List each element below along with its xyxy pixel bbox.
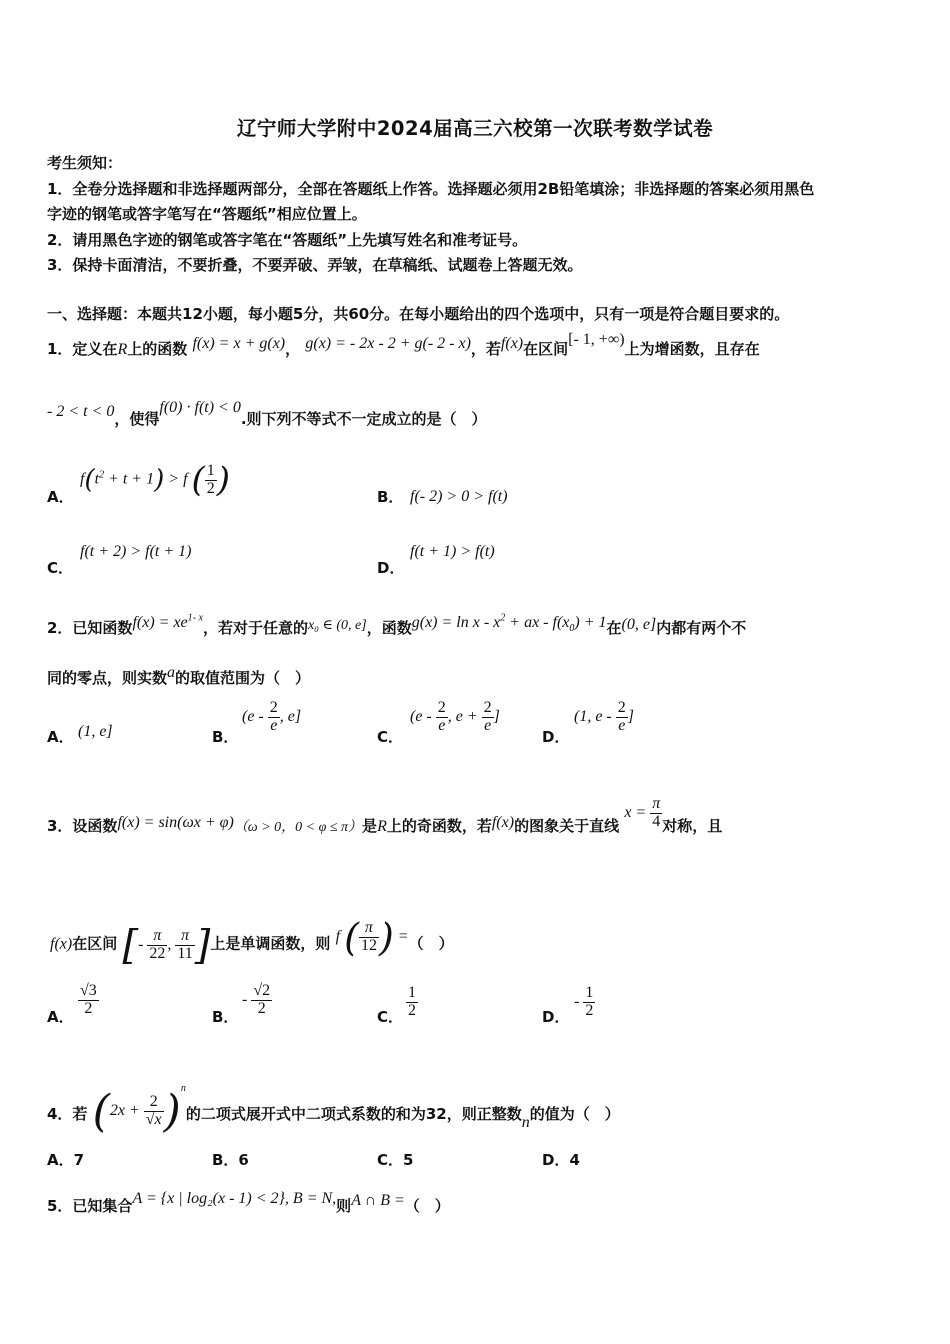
- q1-option-b: f(- 2) > 0 > f(t): [410, 488, 508, 505]
- q4-text-2: 的值为（ ）: [529, 1105, 620, 1124]
- question-4-line: [47, 1082, 620, 1141]
- q5-text-2: （ ）: [404, 1197, 450, 1215]
- q3-option-d: - $\frac{1}{2}$: [574, 984, 594, 1019]
- question-1-line-2: [47, 399, 487, 429]
- q1-option-c: f(t + 2) > f(t + 1): [80, 543, 192, 560]
- q1-number: 1．定义在: [47, 340, 118, 358]
- q2-x0: x₀ ∈ (0, e]: [307, 618, 367, 633]
- q1-f-def: f(x) = x + g(x): [192, 335, 286, 352]
- q1-condition-2: f(0) · f(t) < 0: [159, 399, 241, 416]
- q2-function: $f(x) = xe^{1- x}$: [132, 612, 203, 631]
- notice-item-3: 3．保持卡面清洁，不要折叠，不要弄破、弄皱，在草稿纸、试题卷上答题无效。: [47, 256, 583, 274]
- q3-text-7: （ ）: [408, 934, 454, 953]
- q1-option-c-label: C．: [47, 559, 74, 577]
- notice-item-2: 2．请用黑色字迹的钢笔或答字笔在“答题纸”上先填写姓名和准考证号。: [47, 231, 528, 249]
- q3-f-pi12: f ( $\frac{\pi}{12}$ ) =: [335, 915, 409, 959]
- q2-text-5: 同的零点，则实数: [47, 669, 168, 687]
- q3-option-b-label: B．: [212, 1008, 239, 1026]
- q3-fx-2: f(x): [50, 935, 73, 953]
- q3-fx: f(x): [491, 813, 515, 831]
- question-3-line-2: [50, 915, 454, 968]
- q1-text-5: ，使得: [114, 410, 160, 428]
- q1-option-a-label: A．: [47, 488, 74, 506]
- q2-option-c: (e - $\frac{2}{e}$ , e + $\frac{2}{e}$ ]: [410, 699, 500, 734]
- notice-heading: 考生须知：: [47, 154, 123, 172]
- q3-axis-line: x = $\frac{\pi}{4}$: [624, 795, 661, 830]
- section-heading: 一、选择题：本题共12小题，每小题5分，共60分。在每小题给出的四个选项中，只有一项是符合题目要求的。: [47, 305, 790, 323]
- q2-var-a: a: [167, 664, 176, 681]
- q2-g-function: $g(x) = \ln x - x^2$ + ax - $f(x_0) + 1$: [411, 612, 607, 635]
- q2-option-c-label: C．: [377, 728, 404, 746]
- q3-function: f(x) = sin(ωx + φ): [117, 813, 234, 831]
- q1-fx: f(x): [500, 335, 524, 352]
- question-1-line-1: [47, 331, 760, 359]
- q3-interval: [- $\frac{\pi}{22}$ , $\frac{\pi}{11}$ ]: [122, 922, 211, 968]
- q4-number: 4．若: [47, 1105, 88, 1124]
- q3-text-2: 上的奇函数，若: [386, 816, 492, 835]
- q1-text: 上的函数: [127, 340, 188, 358]
- q2-option-d-label: D．: [542, 728, 570, 746]
- q4-text-1: 的二项式展开式中二项式系数的和为32，则正整数: [185, 1105, 522, 1124]
- q3-set-r: R: [377, 817, 387, 835]
- q3-text-6: 上是单调函数，则: [210, 934, 331, 953]
- q1-condition: - 2 < t < 0: [47, 403, 115, 420]
- q3-option-c-label: C．: [377, 1008, 404, 1026]
- notice-item-1-cont: 字迹的钢笔或答字笔写在“答题纸”相应位置上。: [47, 205, 367, 223]
- q5-intersection: A ∩ B =: [351, 1192, 405, 1209]
- q2-option-a: (1, e]: [78, 723, 113, 740]
- q3-conditions: （ω > 0，0 < φ ≤ π）: [233, 819, 363, 835]
- q1-option-d-label: D．: [377, 559, 405, 577]
- q1-comma: ，: [285, 340, 301, 358]
- q1-text-4: 上为增函数，且存在: [624, 340, 760, 358]
- q2-option-b: (e - $\frac{2}{e}$ , e]: [242, 699, 302, 734]
- q5-set: A = {x | log₂(x - 1) < 2}, B = N,: [132, 1190, 337, 1207]
- q1-option-b-label: B．: [377, 488, 404, 506]
- question-2-line-1: [47, 612, 747, 640]
- q2-option-b-label: B．: [212, 728, 239, 746]
- q4-option-a: A．7: [47, 1151, 85, 1169]
- q3-option-a-label: A．: [47, 1008, 74, 1026]
- question-5-line: [47, 1190, 450, 1216]
- q4-binomial: (2x + $\frac{2}{√x}$ )$^n$: [92, 1082, 186, 1137]
- q3-text-3: 的图象关于直线: [514, 816, 620, 835]
- question-3-line-1: [47, 795, 723, 845]
- q2-text-1: ，若对于任意的: [202, 619, 308, 637]
- q4-option-b: B．6: [212, 1151, 249, 1169]
- q2-text-6: 的取值范围为（ ）: [175, 669, 311, 687]
- q2-interval: (0, e]: [621, 616, 657, 633]
- q1-set-r: R: [117, 341, 128, 358]
- q4-option-d: D．4: [542, 1151, 580, 1169]
- q5-text-1: 则: [336, 1197, 352, 1215]
- q2-option-a-label: A．: [47, 728, 74, 746]
- q4-option-c: C．5: [377, 1151, 414, 1169]
- q2-text-4: 内都有两个不: [656, 619, 747, 637]
- q3-number: 3．设函数: [47, 816, 118, 835]
- q1-interval: [- 1, +∞): [568, 331, 625, 348]
- q3-text-4: 对称，且: [662, 816, 723, 835]
- q3-option-c: $\frac{1}{2}$: [408, 984, 416, 1019]
- q1-text-6: .则下列不等式不一定成立的是（ ）: [240, 410, 487, 428]
- q2-option-d: (1, e - $\frac{2}{e}$ ]: [574, 699, 634, 734]
- notice-item-1: 1．全卷分选择题和非选择题两部分，全部在答题纸上作答。选择题必须用2B铅笔填涂；非选择题的答案必须用黑色: [47, 180, 815, 198]
- q3-text-1: 是: [362, 816, 378, 835]
- q3-option-d-label: D．: [542, 1008, 570, 1026]
- question-2-line-2: [47, 664, 311, 688]
- q3-option-a: $\frac{√3}{2}$: [80, 982, 97, 1017]
- q3-option-b: - $\frac{√2}{2}$: [242, 982, 271, 1017]
- q1-option-a: $f(t^2 + t + 1) > f$ ( $\frac{1}{2}$ ): [80, 460, 231, 500]
- q4-var-n: n: [521, 1114, 530, 1132]
- q1-text-2: ，若: [470, 340, 501, 358]
- q1-g-def: g(x) = - 2x - 2 + g(- 2 - x): [305, 335, 471, 352]
- q5-number: 5．已知集合: [47, 1197, 133, 1215]
- q1-text-3: 在区间: [523, 340, 569, 358]
- q2-text-3: 在: [606, 619, 622, 637]
- q2-text-2: ，函数: [366, 619, 412, 637]
- page-title: 辽宁师大学附中2024届高三六校第一次联考数学试卷: [236, 117, 714, 140]
- q3-text-5: 在区间: [72, 934, 118, 953]
- q1-option-d: f(t + 1) > f(t): [410, 543, 495, 560]
- q2-number: 2．已知函数: [47, 619, 133, 637]
